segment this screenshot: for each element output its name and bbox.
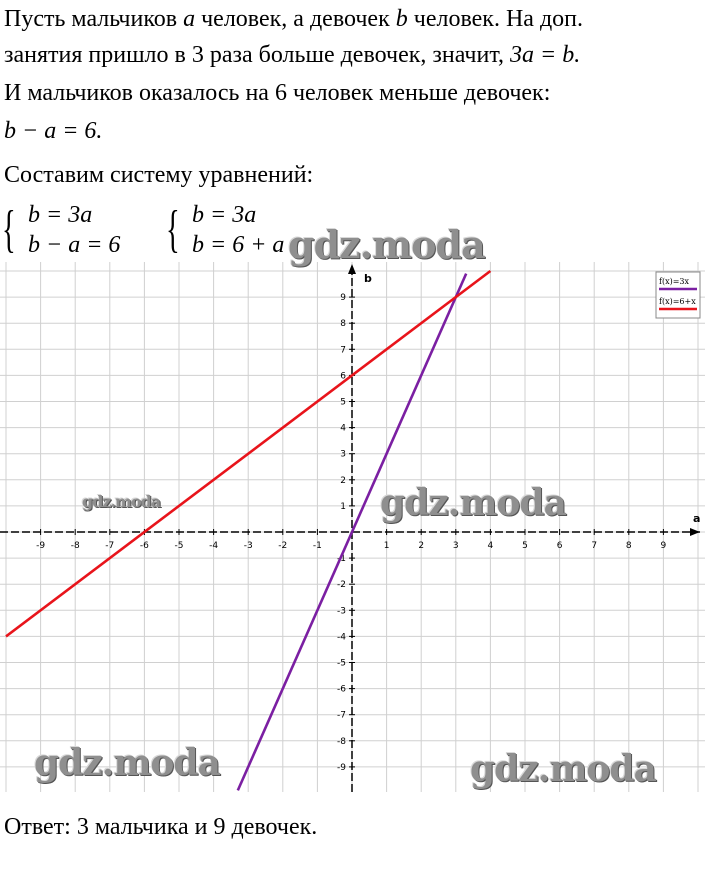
- y-tick-label: 4: [340, 423, 346, 434]
- x-tick-label: -8: [70, 541, 80, 551]
- x-tick-label: -4: [209, 541, 219, 551]
- y-tick-label: 9: [340, 293, 346, 304]
- x-tick-label: -6: [139, 541, 149, 551]
- x-tick-label: -2: [278, 541, 288, 551]
- watermark-logo: gdz.moda: [288, 222, 485, 267]
- system-1-row-1: b = 3a: [28, 202, 93, 228]
- equation-3a-b: 3a = b.: [510, 42, 581, 68]
- text-segment: Пусть мальчиков: [4, 6, 184, 32]
- brace-icon: {: [166, 201, 180, 258]
- x-tick-label: 9: [660, 541, 667, 551]
- y-tick-label: 5: [340, 397, 346, 408]
- system-2-row-1: b = 3a: [192, 202, 257, 228]
- y-tick-label: 3: [340, 449, 346, 460]
- watermark-logo: gdz.moda: [82, 492, 161, 511]
- x-tick-label: 6: [556, 541, 563, 551]
- y-tick-label: -6: [337, 684, 346, 695]
- watermark-logo: gdz.moda: [470, 748, 656, 790]
- y-tick-label: -3: [337, 606, 346, 617]
- x-tick-label: 2: [418, 541, 425, 551]
- x-tick-label: 7: [591, 541, 598, 551]
- system-2: [168, 200, 284, 260]
- system-1-row-2: b − a = 6: [28, 232, 121, 258]
- line-5: [4, 160, 313, 190]
- answer-line: Ответ: 3 мальчика и 9 девочек.: [4, 814, 318, 840]
- x-tick-label: 5: [522, 541, 528, 551]
- system-2-row-2: b = 6 + a: [192, 232, 285, 258]
- x-tick-label: -3: [243, 541, 253, 551]
- line-2: [4, 40, 580, 70]
- x-tick-label: -1: [312, 541, 322, 551]
- line-1: [4, 4, 583, 34]
- watermark-logo: gdz.moda: [34, 742, 220, 784]
- y-axis-label: b: [364, 272, 372, 285]
- y-tick-label: -8: [337, 736, 346, 747]
- y-tick-label: 8: [340, 319, 346, 330]
- text-segment: И мальчиков оказалось на 6 человек меньше девочек:: [4, 80, 551, 106]
- brace-icon: {: [2, 201, 16, 258]
- line-3: [4, 78, 550, 108]
- y-tick-label: 7: [340, 345, 346, 356]
- y-tick-label: -5: [337, 658, 346, 669]
- legend-label: f(x)=3x: [659, 277, 690, 286]
- text-segment: Составим систему уравнений:: [4, 162, 314, 188]
- x-tick-label: 1: [383, 541, 390, 551]
- x-tick-label: 3: [452, 541, 459, 551]
- text-segment: занятия пришло в 3 раза больше девочек, значит,: [4, 42, 511, 68]
- math-var-b: b: [395, 6, 408, 32]
- y-tick-label: -7: [337, 710, 346, 721]
- y-tick-label: 2: [340, 475, 346, 486]
- x-tick-label: 4: [487, 541, 494, 551]
- watermark-logo: gdz.moda: [380, 482, 566, 524]
- y-tick-label: -4: [337, 632, 346, 643]
- system-1: [4, 200, 120, 260]
- text-segment: человек, а девочек: [195, 6, 396, 32]
- y-tick-label: -2: [337, 580, 346, 591]
- equation-b-minus-a: b − a = 6.: [4, 118, 103, 144]
- y-tick-label: 6: [340, 371, 346, 382]
- y-tick-label: -9: [337, 762, 346, 773]
- x-tick-label: 8: [625, 541, 632, 551]
- y-tick-label: -1: [337, 554, 346, 565]
- x-tick-label: -5: [174, 541, 184, 551]
- line-4: [4, 116, 102, 146]
- x-axis-label: a: [693, 512, 701, 525]
- text-segment: человек. На доп.: [407, 6, 583, 32]
- x-tick-label: -9: [36, 541, 46, 551]
- y-tick-label: 1: [340, 501, 346, 512]
- legend-label: f(x)=6+x: [659, 297, 696, 306]
- math-var-a: a: [183, 6, 196, 32]
- x-tick-label: -7: [105, 541, 115, 551]
- coordinate-graph: [0, 262, 705, 792]
